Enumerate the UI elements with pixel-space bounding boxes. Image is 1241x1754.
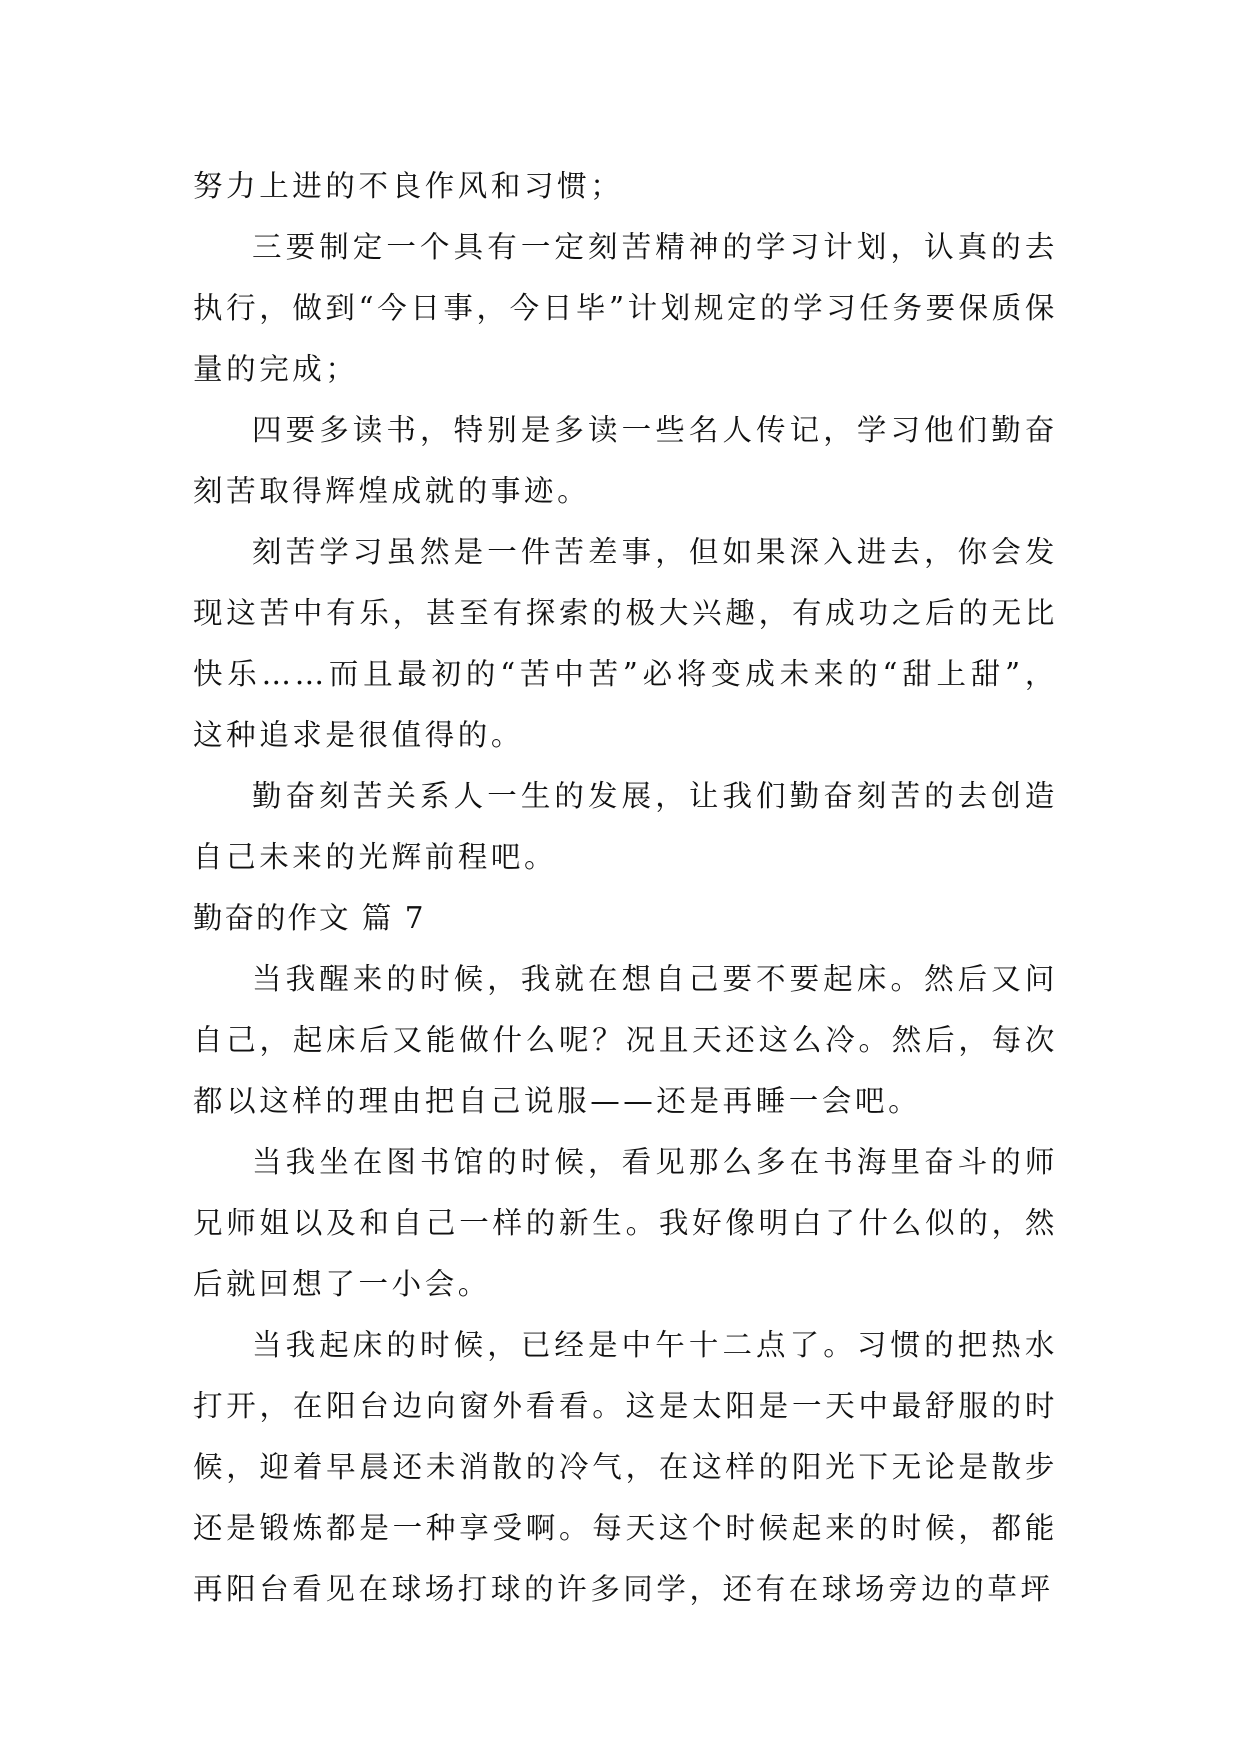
paragraph: 努力上进的不良作风和习惯； (193, 169, 624, 203)
paragraph: 四要多读书，特别是多读一些名人传记，学习他们勤奋刻苦取得辉煌成就的事迹。 (193, 413, 1058, 508)
paragraph: 刻苦学习虽然是一件苦差事，但如果深入进去，你会发现这苦中有乐，甚至有探索的极大兴趣，有成功之后的无比快乐……而且最初的“苦中苦”必将变成未来的“甜上甜”，这种追求是很值得的。 (193, 535, 1058, 752)
paragraph: 当我醒来的时候，我就在想自己要不要起床。然后又问自己，起床后又能做什么呢？况且天还这么冷。然后，每次都以这样的理由把自己说服——还是再睡一会吧。 (193, 962, 1058, 1118)
paragraph: 勤奋刻苦关系人一生的发展，让我们勤奋刻苦的去创造自己未来的光辉前程吧。 (193, 779, 1058, 874)
paragraph: 当我坐在图书馆的时候，看见那么多在书海里奋斗的师兄师姐以及和自己一样的新生。我好像明白了什么似的，然后就回想了一小会。 (193, 1145, 1058, 1301)
paragraph: 当我起床的时候，已经是中午十二点了。习惯的把热水打开，在阳台边向窗外看看。这是太阳是一天中最舒服的时候，迎着早晨还未消散的冷气，在这样的阳光下无论是散步还是锻炼都是一种享受啊。每天这个时候起来的时候，都能再阳台看见在球场打球的许多同学，还有在球场旁边的草坪 (193, 1328, 1058, 1606)
section-title: 勤奋的作文 篇 7 (193, 901, 426, 935)
paragraph: 三要制定一个具有一定刻苦精神的学习计划，认真的去执行，做到“今日事，今日毕”计划规定的学习任务要保质保量的完成； (193, 230, 1058, 386)
document-body (193, 156, 1058, 1620)
